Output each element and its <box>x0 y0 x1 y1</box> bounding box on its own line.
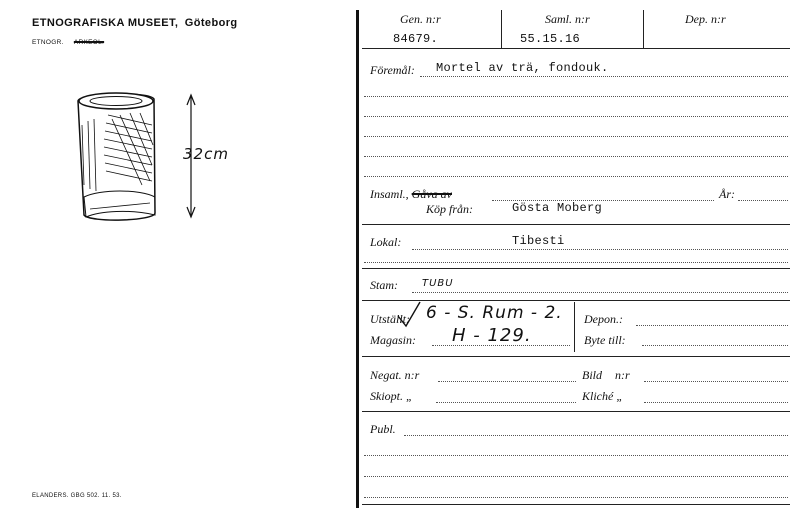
col-divider-1 <box>501 10 502 48</box>
museum-title: ETNOGRAFISKA MUSEET, <box>32 17 179 29</box>
dept-label: ETNOGR. <box>32 39 64 46</box>
publ-label: Publ. <box>370 422 396 436</box>
bild-label <box>582 368 630 383</box>
magasin-value: H - 129. <box>452 325 532 346</box>
negat-label: Negat. n:r <box>370 368 420 382</box>
rule-6 <box>362 411 790 412</box>
insaml-label <box>370 187 452 202</box>
mortar-sketch <box>60 85 260 235</box>
lokal-value: Tibesti <box>512 234 565 248</box>
insaml-text: Insaml., <box>370 187 409 201</box>
byte-label: Byte till: <box>584 333 626 347</box>
kop-label: Köp från: <box>426 202 474 216</box>
saml-nr-label: Saml. n:r <box>545 12 590 26</box>
printer-line: ELANDERS. GBG 502. 11. 53. <box>32 493 122 499</box>
foremal-value: Mortel av trä, fondouk. <box>436 61 609 75</box>
gen-nr-label: Gen. n:r <box>400 12 441 26</box>
foremal-label: Föremål: <box>370 63 415 77</box>
depon-label: Depon.: <box>584 312 623 326</box>
utstallt-label: Utställt: <box>370 312 411 326</box>
measure-note: 32cm <box>183 145 229 163</box>
col-divider-3 <box>574 302 575 352</box>
gen-nr-value: 84679. <box>393 32 439 46</box>
bild-text: Bild <box>582 368 602 382</box>
magasin-label: Magasin: <box>370 333 416 347</box>
dept-struck: ARKEOL. <box>73 39 105 46</box>
stam-label: Stam: <box>370 278 398 292</box>
stam-value: TUBU <box>422 278 454 289</box>
museum-city: Göteborg <box>184 17 238 29</box>
skiopt-label: Skiopt. „ <box>370 389 413 403</box>
ar-label: År: <box>719 187 735 201</box>
kop-value: Gösta Moberg <box>512 201 603 215</box>
rule-3 <box>362 268 790 269</box>
card-left-border <box>356 10 359 508</box>
rule-4 <box>362 300 790 301</box>
kliche-label: Kliché „ <box>582 389 623 403</box>
dep-nr-label: Dep. n:r <box>685 12 726 26</box>
bild-nr: n:r <box>615 368 630 382</box>
utstallt-value: 6 - S. Rum - 2. <box>426 303 563 323</box>
saml-nr-value: 55.15.16 <box>520 32 581 46</box>
rule-2 <box>362 224 790 225</box>
rule-bottom <box>362 504 790 505</box>
col-divider-2 <box>643 10 644 48</box>
check-mark <box>396 300 422 328</box>
rule-1 <box>362 48 790 49</box>
rule-5 <box>362 356 790 357</box>
museum-name <box>32 17 238 29</box>
lokal-label: Lokal: <box>370 235 402 249</box>
department-line <box>32 39 104 46</box>
insaml-struck: Gåva av <box>411 187 452 201</box>
